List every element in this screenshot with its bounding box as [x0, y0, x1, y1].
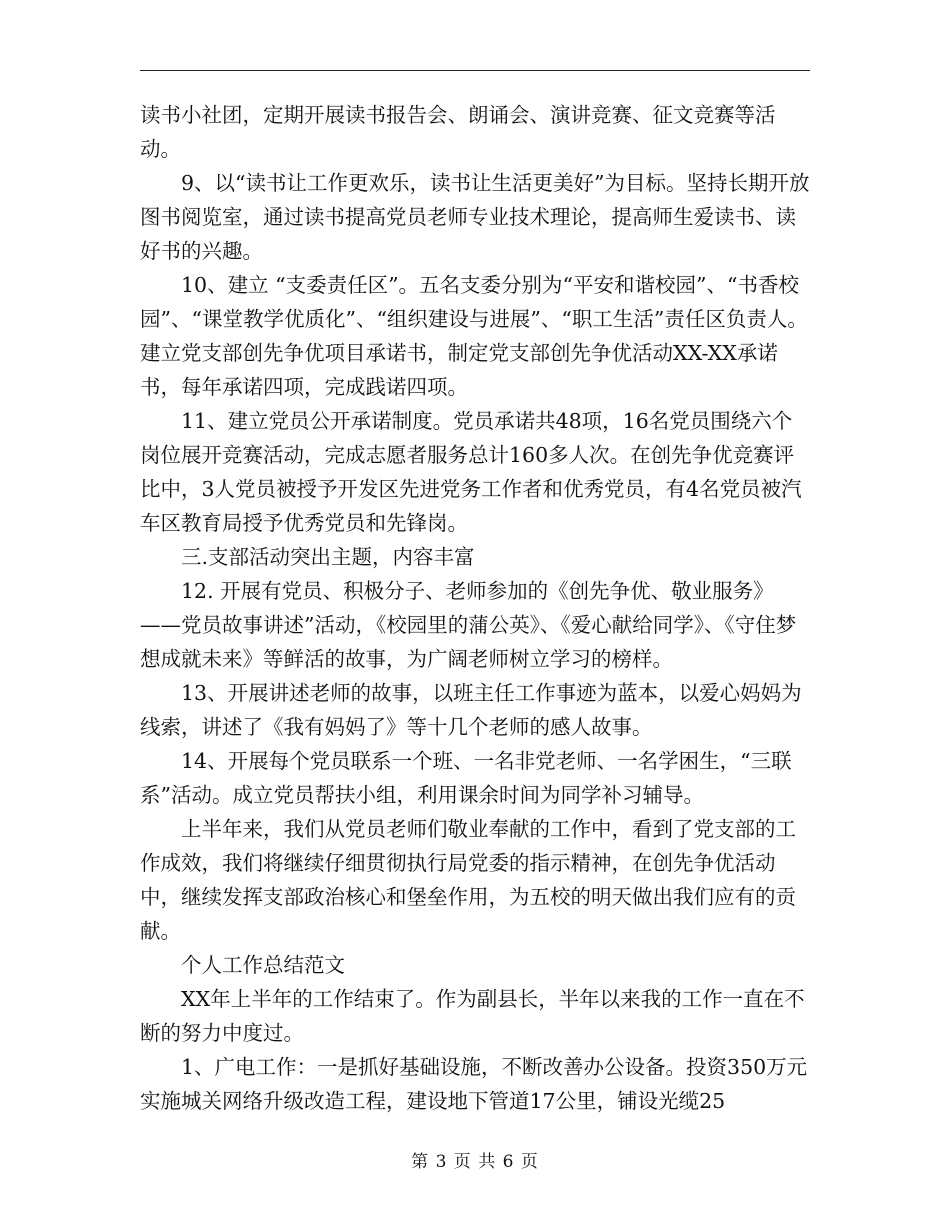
- paragraph-item-12: 12. 开展有党员、积极分子、老师参加的《创先争优、敬业服务》——党员故事讲述”活动，《校园里的蒲公英》、《爱心献给同学》、《守住梦想成就未来》等鲜活的故事，为广阔老师树立学习的榜样。: [140, 579, 797, 671]
- paragraph-item-10: 10、建立 “支委责任区”。五名支委分别为“平安和谐校园”、“书香校园”、“课堂教学优质化”、“组织建设与进展”、“职工生活”责任区负责人。建立党支部创先争优项目承诺书，制定党支部创先争优活动XX-XX承诺书，每年承诺四项，完成践诺四项。: [140, 273, 808, 399]
- paragraph-item-13: 13、开展讲述老师的故事，以班主任工作事迹为蓝本，以爱心妈妈为线索，讲述了《我有妈妈了》等十几个老师的感人故事。: [140, 681, 802, 739]
- paragraph-summary: 上半年来，我们从党员老师们敬业奉献的工作中，看到了党支部的工作成效，我们将继续仔细贯彻执行局党委的指示精神，在创先争优活动中，继续发挥支部政治核心和堡垒作用，为五校的明天做出我们应有的贡献。: [140, 817, 796, 943]
- document-body: [140, 98, 812, 1118]
- page-number: 第 3 页 共 6 页: [411, 1152, 539, 1172]
- heading-personal-summary: 个人工作总结范文: [181, 953, 345, 977]
- paragraph-item-1: 1、广电工作：一是抓好基础设施，不断改善办公设备。投资350万元实施城关网络升级改造工程，建设地下管道17公里，铺设光缆25: [140, 1055, 808, 1113]
- paragraph-item-11: 11、建立党员公开承诺制度。党员承诺共48项，16名党员围绕六个岗位展开竞赛活动，完成志愿者服务总计160多人次。在创先争优竞赛评比中，3人党员被授予开发区先进党务工作者和优秀党员，有4名党员被汽车区教育局授予优秀党员和先锋岗。: [140, 409, 802, 535]
- paragraph-item-9: 9、以“读书让工作更欢乐，读书让生活更美好”为目标。坚持长期开放图书阅览室，通过读书提高党员老师专业技术理论，提高师生爱读书、读好书的兴趣。: [140, 171, 810, 263]
- header-rule: [140, 70, 810, 71]
- paragraph-continued: 读书小社团，定期开展读书报告会、朗诵会、演讲竞赛、征文竞赛等活动。: [140, 103, 776, 161]
- paragraph-item-14: 14、开展每个党员联系一个班、一名非党老师、一名学困生，“三联系”活动。成立党员帮扶小组，利用课余时间为同学补习辅导。: [140, 749, 792, 807]
- section-heading-3: 三.支部活动突出主题，内容丰富: [181, 545, 475, 569]
- paragraph-intro: XX年上半年的工作结束了。作为副县长，半年以来我的工作一直在不断的努力中度过。: [140, 987, 805, 1045]
